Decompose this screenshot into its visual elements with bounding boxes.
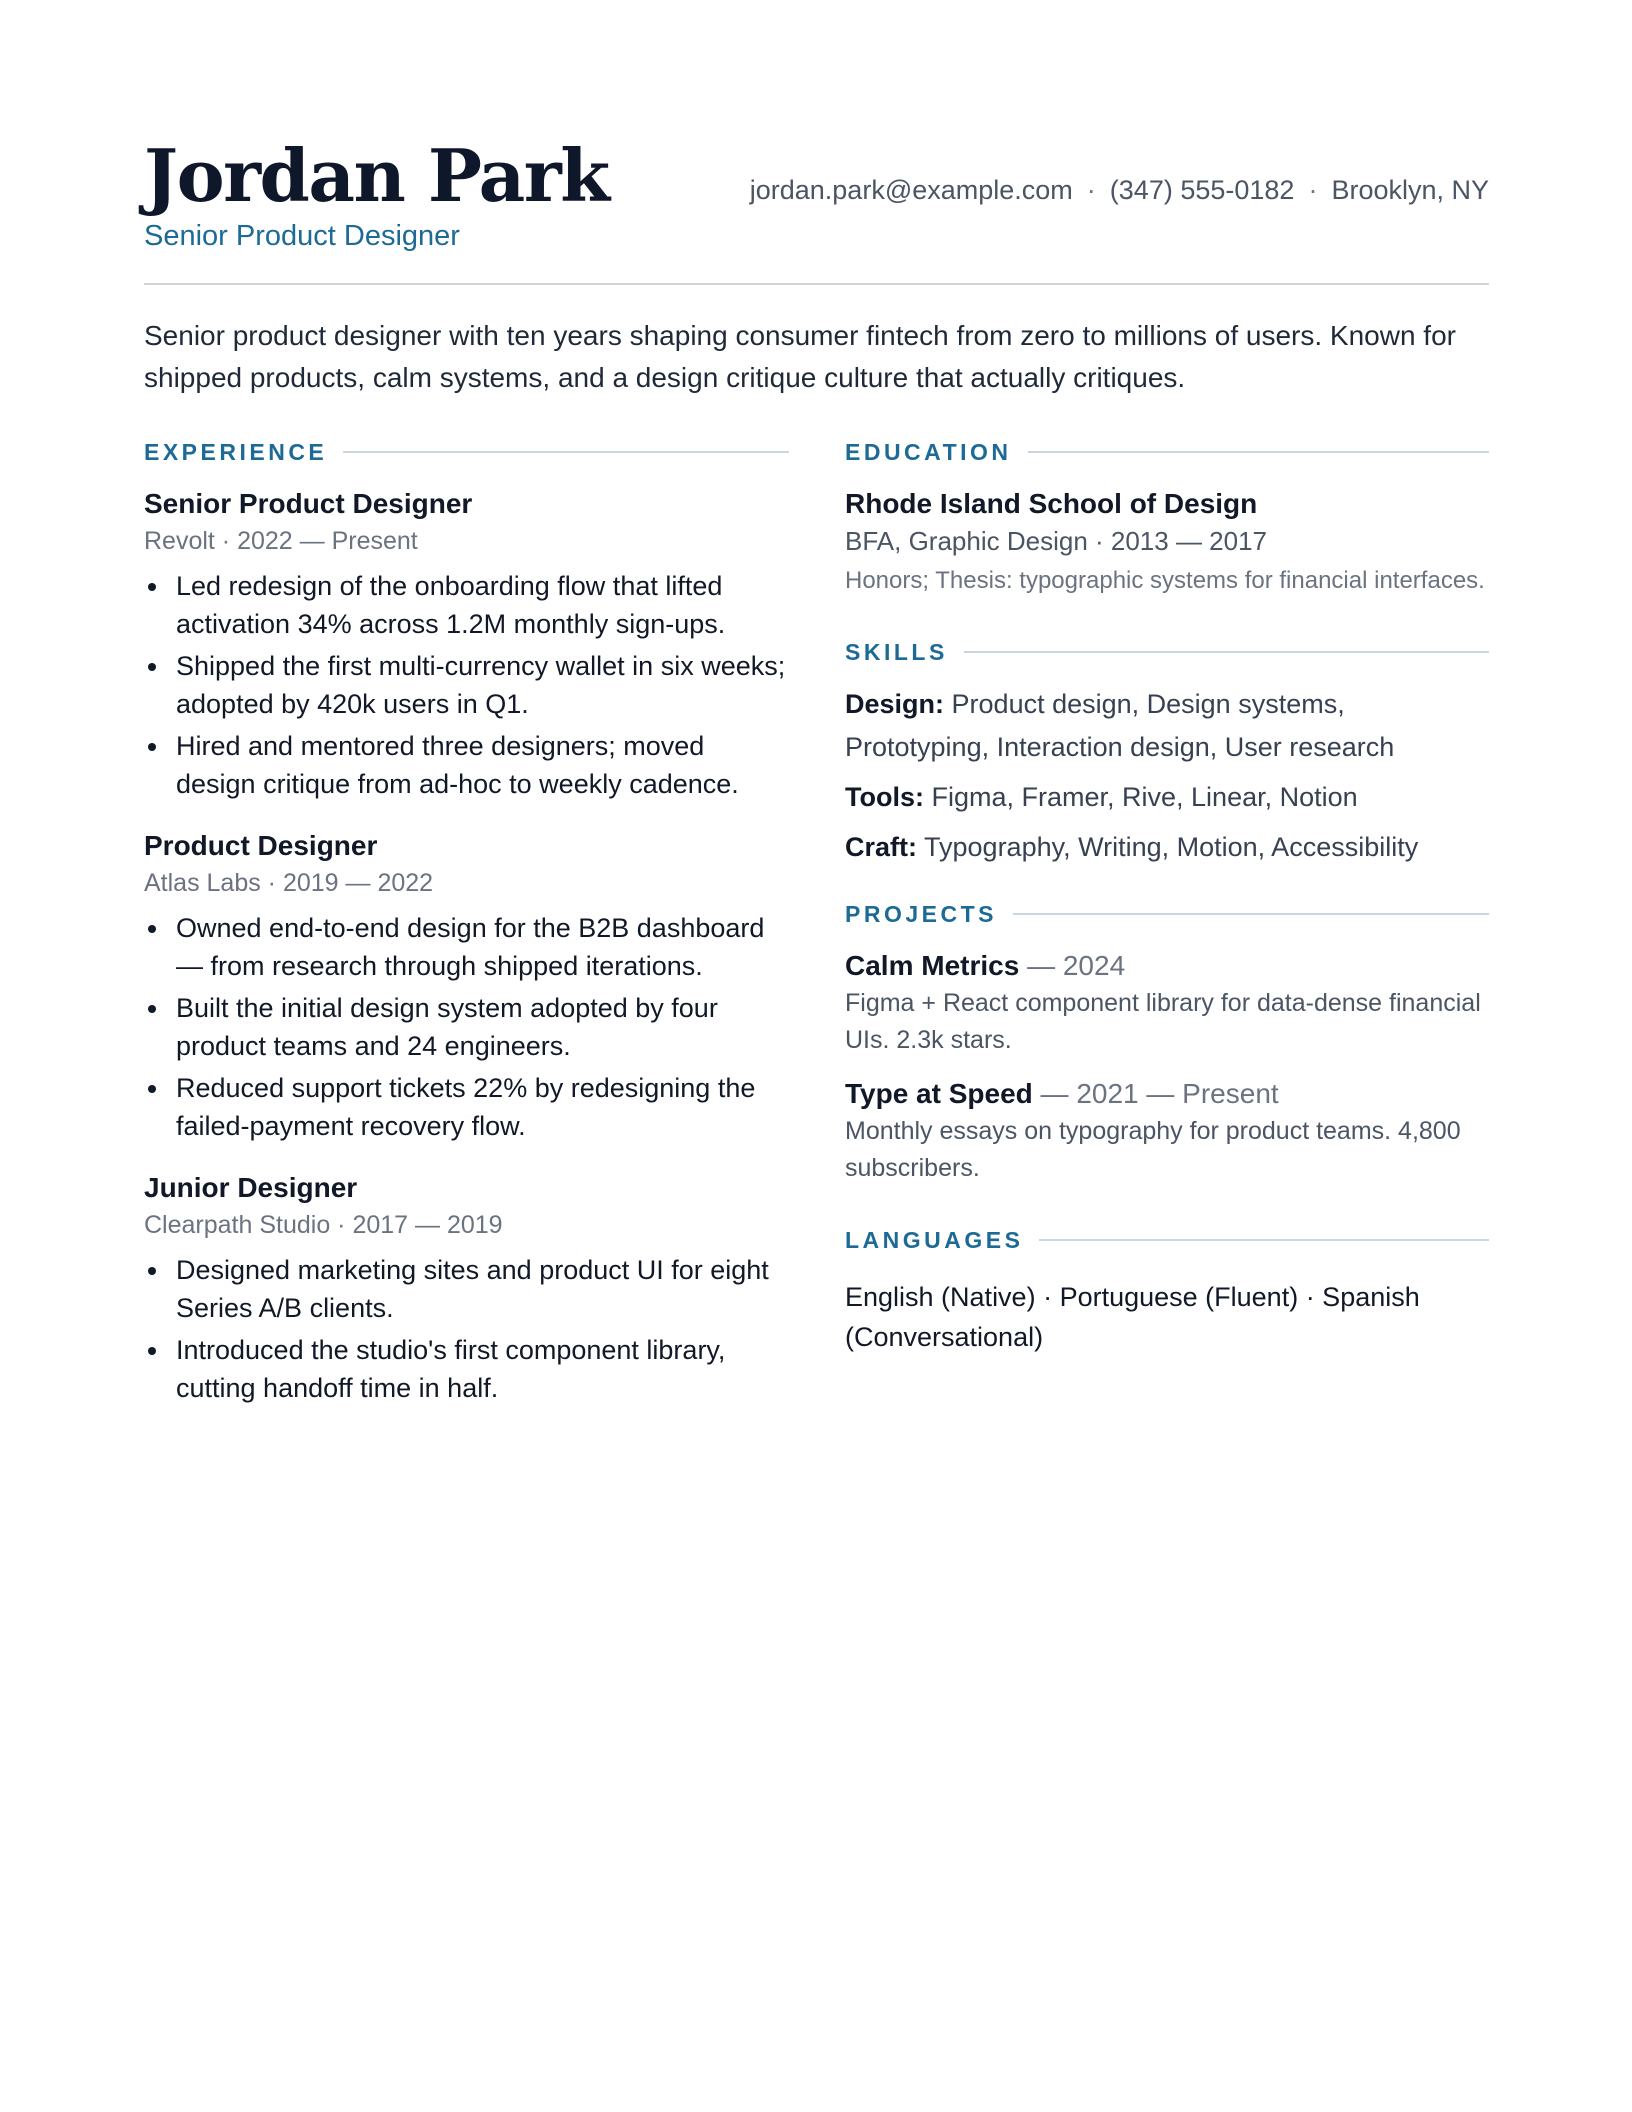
- project-years: — 2024: [1027, 950, 1126, 981]
- education-honors: Honors; Thesis: typographic systems for financial interfaces.: [845, 567, 1485, 594]
- education-entry: [845, 485, 1489, 599]
- contact-email[interactable]: jordan.park@example.com: [749, 175, 1073, 205]
- header-divider: [144, 283, 1489, 285]
- skills-section-title: SKILLS: [845, 638, 948, 665]
- languages-section-title: LANGUAGES: [845, 1226, 1024, 1253]
- contact-separator: ·: [1086, 175, 1096, 205]
- job-bullet: Hired and mentored three designers; moved design critique from ad-hoc to weekly cadence.: [144, 727, 789, 803]
- project-description: Monthly essays on typography for product teams. 4,800 subscribers.: [845, 1117, 1461, 1182]
- contact-line: [750, 170, 1489, 210]
- section-rule: [1028, 451, 1489, 453]
- summary-paragraph: Senior product designer with ten years shaping consumer fintech from zero to millions of users. Known for shipped products, calm systems, and a design critique culture that actually critiques.: [144, 320, 1456, 393]
- job-title: Product Designer: [144, 830, 378, 861]
- contact-location: Brooklyn, NY: [1331, 175, 1489, 205]
- job-bullet: Designed marketing sites and product UI for eight Series A/B clients.: [144, 1251, 789, 1327]
- education-school: Rhode Island School of Design: [845, 488, 1258, 519]
- job-entry: [144, 1169, 789, 1407]
- section-rule: [343, 451, 789, 453]
- project-name: Calm Metrics: [845, 950, 1020, 981]
- job-title: Junior Designer: [144, 1172, 358, 1203]
- project-heading: [845, 947, 1489, 985]
- education-section-title: EDUCATION: [845, 438, 1012, 465]
- candidate-role: Senior Product Designer: [144, 220, 460, 252]
- job-meta: Revolt · 2022 — Present: [144, 527, 418, 555]
- project-description: Figma + React component library for data-dense financial UIs. 2.3k stars.: [845, 989, 1481, 1054]
- job-meta: Clearpath Studio · 2017 — 2019: [144, 1211, 503, 1239]
- contact-phone[interactable]: (347) 555-0182: [1109, 175, 1295, 205]
- resume-page: [144, 130, 1489, 1411]
- project-heading: [845, 1075, 1489, 1113]
- resume-columns: [144, 437, 1489, 1411]
- education-section-header: [845, 437, 1489, 467]
- job-bullets: [144, 567, 789, 803]
- job-bullet: Introduced the studio's first component library, cutting handoff time in half.: [144, 1331, 789, 1407]
- job-bullets: [144, 909, 789, 1145]
- project-entry: [845, 1075, 1489, 1187]
- job-title: Senior Product Designer: [144, 488, 473, 519]
- skill-line: [845, 776, 1489, 819]
- candidate-name: Jordan Park: [144, 133, 609, 218]
- right-column: [845, 437, 1489, 1411]
- skill-line: [845, 683, 1489, 769]
- job-bullet: Shipped the first multi-currency wallet in six weeks; adopted by 420k users in Q1.: [144, 647, 789, 723]
- experience-section-title: EXPERIENCE: [144, 438, 328, 465]
- skill-label: Tools:: [845, 782, 924, 812]
- project-name: Type at Speed: [845, 1078, 1033, 1109]
- contact-separator: ·: [1308, 175, 1318, 205]
- job-bullet: Led redesign of the onboarding flow that lifted activation 34% across 1.2M monthly sign-ups.: [144, 567, 789, 643]
- job-entry: [144, 827, 789, 1145]
- skill-value: Product design, Design systems, Prototyping, Interaction design, User research: [845, 689, 1395, 762]
- projects-section-header: [845, 899, 1489, 929]
- job-bullets: [144, 1251, 789, 1407]
- job-bullet: Reduced support tickets 22% by redesigning the failed-payment recovery flow.: [144, 1069, 789, 1145]
- section-rule: [1013, 913, 1489, 915]
- skills-list: [845, 683, 1489, 869]
- skill-label: Design:: [845, 689, 945, 719]
- project-entry: [845, 947, 1489, 1059]
- section-rule: [1039, 1239, 1489, 1241]
- job-entry: [144, 485, 789, 803]
- job-bullet: Owned end-to-end design for the B2B dashboard — from research through shipped iterations.: [144, 909, 789, 985]
- project-years: — 2021 — Present: [1040, 1078, 1279, 1109]
- experience-section-header: [144, 437, 789, 467]
- resume-header: [144, 130, 1489, 285]
- languages-text: English (Native) · Portuguese (Fluent) · Spanish (Conversational): [845, 1282, 1420, 1352]
- skill-label: Craft:: [845, 832, 917, 862]
- skills-section-header: [845, 637, 1489, 667]
- section-rule: [964, 651, 1489, 653]
- job-meta: Atlas Labs · 2019 — 2022: [144, 869, 434, 897]
- skill-line: [845, 826, 1489, 869]
- projects-section-title: PROJECTS: [845, 900, 997, 927]
- left-column: [144, 437, 789, 1411]
- education-degree: BFA, Graphic Design · 2013 — 2017: [845, 526, 1268, 556]
- skill-value: Typography, Writing, Motion, Accessibility: [924, 832, 1419, 862]
- skill-value: Figma, Framer, Rive, Linear, Notion: [931, 782, 1358, 812]
- job-bullet: Built the initial design system adopted by four product teams and 24 engineers.: [144, 989, 789, 1065]
- languages-section-header: [845, 1225, 1489, 1255]
